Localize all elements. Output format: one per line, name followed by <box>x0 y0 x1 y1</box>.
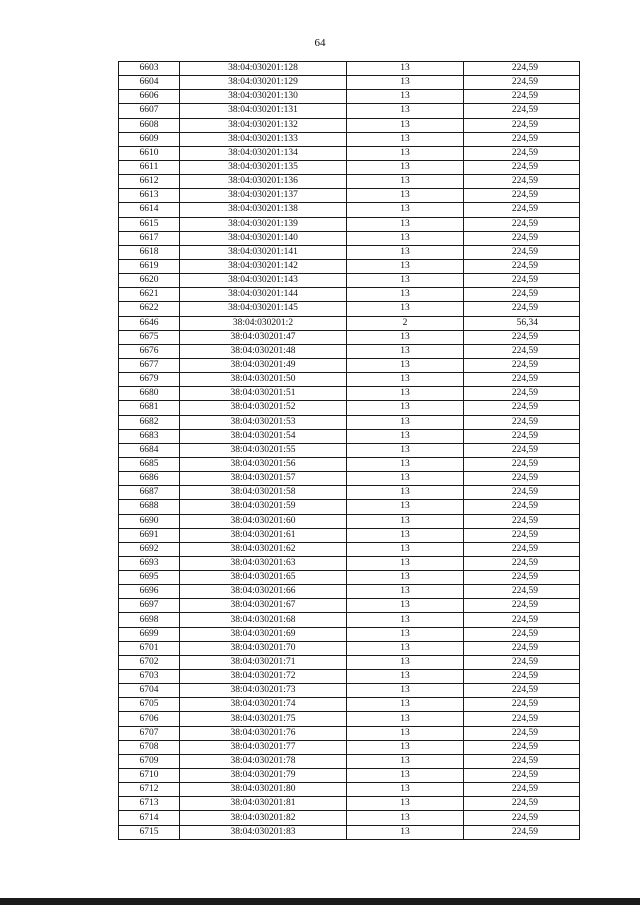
quantity-cell: 13 <box>347 599 464 613</box>
table-row <box>119 457 580 471</box>
quantity-cell: 13 <box>347 330 464 344</box>
row-number-cell: 6702 <box>119 655 180 669</box>
quantity-cell: 13 <box>347 712 464 726</box>
amount-cell: 224,59 <box>464 401 580 415</box>
quantity-cell: 13 <box>347 769 464 783</box>
amount-cell: 224,59 <box>464 769 580 783</box>
cadastral-number-cell: 38:04:030201:76 <box>180 726 347 740</box>
amount-cell: 224,59 <box>464 288 580 302</box>
quantity-cell: 13 <box>347 528 464 542</box>
row-number-cell: 6622 <box>119 302 180 316</box>
quantity-cell: 13 <box>347 62 464 76</box>
quantity-cell: 13 <box>347 288 464 302</box>
table-row <box>119 76 580 90</box>
table-row <box>119 684 580 698</box>
amount-cell: 224,59 <box>464 203 580 217</box>
row-number-cell: 6614 <box>119 203 180 217</box>
quantity-cell: 13 <box>347 415 464 429</box>
amount-cell: 224,59 <box>464 514 580 528</box>
row-number-cell: 6679 <box>119 373 180 387</box>
amount-cell: 224,59 <box>464 613 580 627</box>
row-number-cell: 6703 <box>119 670 180 684</box>
cadastral-number-cell: 38:04:030201:77 <box>180 740 347 754</box>
row-number-cell: 6604 <box>119 76 180 90</box>
table-row <box>119 556 580 570</box>
cadastral-number-cell: 38:04:030201:63 <box>180 556 347 570</box>
amount-cell: 224,59 <box>464 132 580 146</box>
row-number-cell: 6607 <box>119 104 180 118</box>
amount-cell: 224,59 <box>464 274 580 288</box>
amount-cell: 224,59 <box>464 542 580 556</box>
row-number-cell: 6714 <box>119 811 180 825</box>
quantity-cell: 13 <box>347 627 464 641</box>
amount-cell: 224,59 <box>464 811 580 825</box>
table-row <box>119 825 580 839</box>
cadastral-number-cell: 38:04:030201:51 <box>180 387 347 401</box>
quantity-cell: 13 <box>347 613 464 627</box>
row-number-cell: 6613 <box>119 189 180 203</box>
table-row <box>119 429 580 443</box>
quantity-cell: 13 <box>347 118 464 132</box>
table-row <box>119 160 580 174</box>
row-number-cell: 6706 <box>119 712 180 726</box>
quantity-cell: 13 <box>347 245 464 259</box>
table-row <box>119 104 580 118</box>
amount-cell: 224,59 <box>464 259 580 273</box>
row-number-cell: 6606 <box>119 90 180 104</box>
amount-cell: 224,59 <box>464 146 580 160</box>
row-number-cell: 6705 <box>119 698 180 712</box>
table-row <box>119 175 580 189</box>
row-number-cell: 6603 <box>119 62 180 76</box>
table-row <box>119 189 580 203</box>
cadastral-number-cell: 38:04:030201:128 <box>180 62 347 76</box>
table-row <box>119 358 580 372</box>
row-number-cell: 6610 <box>119 146 180 160</box>
cadastral-number-cell: 38:04:030201:60 <box>180 514 347 528</box>
amount-cell: 224,59 <box>464 160 580 174</box>
quantity-cell: 13 <box>347 783 464 797</box>
quantity-cell: 13 <box>347 373 464 387</box>
table-row <box>119 344 580 358</box>
cadastral-number-cell: 38:04:030201:71 <box>180 655 347 669</box>
quantity-cell: 13 <box>347 472 464 486</box>
cadastral-number-cell: 38:04:030201:82 <box>180 811 347 825</box>
row-number-cell: 6713 <box>119 797 180 811</box>
cadastral-number-cell: 38:04:030201:81 <box>180 797 347 811</box>
quantity-cell: 13 <box>347 542 464 556</box>
quantity-cell: 13 <box>347 740 464 754</box>
cadastral-number-cell: 38:04:030201:145 <box>180 302 347 316</box>
row-number-cell: 6704 <box>119 684 180 698</box>
cadastral-number-cell: 38:04:030201:133 <box>180 132 347 146</box>
table-row <box>119 740 580 754</box>
quantity-cell: 13 <box>347 641 464 655</box>
row-number-cell: 6690 <box>119 514 180 528</box>
quantity-cell: 13 <box>347 401 464 415</box>
amount-cell: 224,59 <box>464 528 580 542</box>
row-number-cell: 6687 <box>119 486 180 500</box>
cadastral-number-cell: 38:04:030201:140 <box>180 231 347 245</box>
quantity-cell: 13 <box>347 358 464 372</box>
quantity-cell: 13 <box>347 387 464 401</box>
row-number-cell: 6608 <box>119 118 180 132</box>
row-number-cell: 6691 <box>119 528 180 542</box>
amount-cell: 224,59 <box>464 655 580 669</box>
cadastral-number-cell: 38:04:030201:137 <box>180 189 347 203</box>
amount-cell: 224,59 <box>464 443 580 457</box>
quantity-cell: 13 <box>347 90 464 104</box>
amount-cell: 224,59 <box>464 599 580 613</box>
row-number-cell: 6619 <box>119 259 180 273</box>
quantity-cell: 13 <box>347 500 464 514</box>
amount-cell: 224,59 <box>464 627 580 641</box>
row-number-cell: 6715 <box>119 825 180 839</box>
cadastral-number-cell: 38:04:030201:129 <box>180 76 347 90</box>
amount-cell: 224,59 <box>464 754 580 768</box>
row-number-cell: 6712 <box>119 783 180 797</box>
table-row <box>119 443 580 457</box>
cadastral-number-cell: 38:04:030201:2 <box>180 316 347 330</box>
amount-cell: 224,59 <box>464 330 580 344</box>
row-number-cell: 6617 <box>119 231 180 245</box>
cadastral-number-cell: 38:04:030201:138 <box>180 203 347 217</box>
quantity-cell: 13 <box>347 429 464 443</box>
row-number-cell: 6695 <box>119 571 180 585</box>
table-row <box>119 670 580 684</box>
cadastral-number-cell: 38:04:030201:53 <box>180 415 347 429</box>
quantity-cell: 13 <box>347 302 464 316</box>
cadastral-number-cell: 38:04:030201:57 <box>180 472 347 486</box>
amount-cell: 224,59 <box>464 302 580 316</box>
table-row <box>119 585 580 599</box>
table-row <box>119 769 580 783</box>
row-number-cell: 6615 <box>119 217 180 231</box>
amount-cell: 224,59 <box>464 571 580 585</box>
quantity-cell: 13 <box>347 231 464 245</box>
table-row <box>119 62 580 76</box>
amount-cell: 224,59 <box>464 670 580 684</box>
table-row <box>119 797 580 811</box>
table-row <box>119 288 580 302</box>
amount-cell: 224,59 <box>464 641 580 655</box>
quantity-cell: 13 <box>347 160 464 174</box>
table-row <box>119 217 580 231</box>
amount-cell: 224,59 <box>464 500 580 514</box>
amount-cell: 224,59 <box>464 118 580 132</box>
quantity-cell: 13 <box>347 175 464 189</box>
cadastral-number-cell: 38:04:030201:139 <box>180 217 347 231</box>
amount-cell: 224,59 <box>464 740 580 754</box>
cadastral-number-cell: 38:04:030201:80 <box>180 783 347 797</box>
table-row <box>119 655 580 669</box>
cadastral-number-cell: 38:04:030201:144 <box>180 288 347 302</box>
amount-cell: 224,59 <box>464 415 580 429</box>
quantity-cell: 2 <box>347 316 464 330</box>
cadastral-number-cell: 38:04:030201:49 <box>180 358 347 372</box>
row-number-cell: 6618 <box>119 245 180 259</box>
quantity-cell: 13 <box>347 189 464 203</box>
row-number-cell: 6677 <box>119 358 180 372</box>
row-number-cell: 6680 <box>119 387 180 401</box>
row-number-cell: 6676 <box>119 344 180 358</box>
table-row <box>119 811 580 825</box>
quantity-cell: 13 <box>347 443 464 457</box>
amount-cell: 224,59 <box>464 429 580 443</box>
cadastral-number-cell: 38:04:030201:52 <box>180 401 347 415</box>
quantity-cell: 13 <box>347 797 464 811</box>
quantity-cell: 13 <box>347 203 464 217</box>
table-row <box>119 415 580 429</box>
table-row <box>119 627 580 641</box>
row-number-cell: 6681 <box>119 401 180 415</box>
cadastral-number-cell: 38:04:030201:61 <box>180 528 347 542</box>
cadastral-number-cell: 38:04:030201:62 <box>180 542 347 556</box>
table-row <box>119 486 580 500</box>
quantity-cell: 13 <box>347 259 464 273</box>
quantity-cell: 13 <box>347 104 464 118</box>
row-number-cell: 6621 <box>119 288 180 302</box>
row-number-cell: 6686 <box>119 472 180 486</box>
table-row <box>119 599 580 613</box>
cadastral-number-cell: 38:04:030201:143 <box>180 274 347 288</box>
amount-cell: 224,59 <box>464 472 580 486</box>
quantity-cell: 13 <box>347 811 464 825</box>
table-row <box>119 528 580 542</box>
cadastral-number-cell: 38:04:030201:130 <box>180 90 347 104</box>
table-row <box>119 712 580 726</box>
table-row <box>119 274 580 288</box>
row-number-cell: 6693 <box>119 556 180 570</box>
cadastral-number-cell: 38:04:030201:132 <box>180 118 347 132</box>
quantity-cell: 13 <box>347 585 464 599</box>
cadastral-number-cell: 38:04:030201:55 <box>180 443 347 457</box>
table-row <box>119 316 580 330</box>
quantity-cell: 13 <box>347 132 464 146</box>
row-number-cell: 6710 <box>119 769 180 783</box>
amount-cell: 224,59 <box>464 387 580 401</box>
cadastral-number-cell: 38:04:030201:66 <box>180 585 347 599</box>
amount-cell: 224,59 <box>464 698 580 712</box>
cadastral-number-cell: 38:04:030201:68 <box>180 613 347 627</box>
scan-bottom-edge <box>0 898 640 905</box>
cadastral-number-cell: 38:04:030201:54 <box>180 429 347 443</box>
amount-cell: 224,59 <box>464 175 580 189</box>
table-row <box>119 783 580 797</box>
row-number-cell: 6692 <box>119 542 180 556</box>
table-row <box>119 90 580 104</box>
amount-cell: 224,59 <box>464 797 580 811</box>
row-number-cell: 6688 <box>119 500 180 514</box>
amount-cell: 224,59 <box>464 726 580 740</box>
table-row <box>119 726 580 740</box>
quantity-cell: 13 <box>347 217 464 231</box>
cadastral-number-cell: 38:04:030201:48 <box>180 344 347 358</box>
row-number-cell: 6675 <box>119 330 180 344</box>
cadastral-number-cell: 38:04:030201:79 <box>180 769 347 783</box>
cadastral-number-cell: 38:04:030201:136 <box>180 175 347 189</box>
amount-cell: 224,59 <box>464 217 580 231</box>
table-row <box>119 514 580 528</box>
cadastral-number-cell: 38:04:030201:65 <box>180 571 347 585</box>
quantity-cell: 13 <box>347 344 464 358</box>
table-row <box>119 754 580 768</box>
quantity-cell: 13 <box>347 76 464 90</box>
row-number-cell: 6708 <box>119 740 180 754</box>
cadastral-number-cell: 38:04:030201:50 <box>180 373 347 387</box>
quantity-cell: 13 <box>347 698 464 712</box>
cadastral-number-cell: 38:04:030201:67 <box>180 599 347 613</box>
row-number-cell: 6696 <box>119 585 180 599</box>
table-row <box>119 302 580 316</box>
table-row <box>119 401 580 415</box>
table-row <box>119 146 580 160</box>
quantity-cell: 13 <box>347 726 464 740</box>
amount-cell: 224,59 <box>464 783 580 797</box>
amount-cell: 224,59 <box>464 712 580 726</box>
amount-cell: 224,59 <box>464 556 580 570</box>
cadastral-number-cell: 38:04:030201:69 <box>180 627 347 641</box>
amount-cell: 224,59 <box>464 373 580 387</box>
table-row <box>119 641 580 655</box>
amount-cell: 224,59 <box>464 245 580 259</box>
table-row <box>119 542 580 556</box>
amount-cell: 224,59 <box>464 825 580 839</box>
amount-cell: 224,59 <box>464 457 580 471</box>
quantity-cell: 13 <box>347 754 464 768</box>
row-number-cell: 6683 <box>119 429 180 443</box>
quantity-cell: 13 <box>347 655 464 669</box>
row-number-cell: 6697 <box>119 599 180 613</box>
amount-cell: 224,59 <box>464 684 580 698</box>
data-table <box>118 61 580 840</box>
row-number-cell: 6684 <box>119 443 180 457</box>
amount-cell: 224,59 <box>464 358 580 372</box>
amount-cell: 224,59 <box>464 344 580 358</box>
table-row <box>119 698 580 712</box>
quantity-cell: 13 <box>347 514 464 528</box>
amount-cell: 224,59 <box>464 62 580 76</box>
row-number-cell: 6698 <box>119 613 180 627</box>
cadastral-number-cell: 38:04:030201:75 <box>180 712 347 726</box>
table-row <box>119 613 580 627</box>
row-number-cell: 6701 <box>119 641 180 655</box>
table-row <box>119 245 580 259</box>
row-number-cell: 6682 <box>119 415 180 429</box>
table-row <box>119 330 580 344</box>
page-number: 64 <box>314 37 326 49</box>
cadastral-number-cell: 38:04:030201:135 <box>180 160 347 174</box>
cadastral-number-cell: 38:04:030201:142 <box>180 259 347 273</box>
table-row <box>119 387 580 401</box>
cadastral-number-cell: 38:04:030201:78 <box>180 754 347 768</box>
row-number-cell: 6685 <box>119 457 180 471</box>
table-row <box>119 571 580 585</box>
cadastral-number-cell: 38:04:030201:56 <box>180 457 347 471</box>
row-number-cell: 6611 <box>119 160 180 174</box>
table-body <box>119 62 580 840</box>
cadastral-number-cell: 38:04:030201:58 <box>180 486 347 500</box>
quantity-cell: 13 <box>347 457 464 471</box>
amount-cell: 224,59 <box>464 90 580 104</box>
row-number-cell: 6609 <box>119 132 180 146</box>
cadastral-number-cell: 38:04:030201:70 <box>180 641 347 655</box>
quantity-cell: 13 <box>347 684 464 698</box>
amount-cell: 224,59 <box>464 585 580 599</box>
row-number-cell: 6646 <box>119 316 180 330</box>
table-row <box>119 500 580 514</box>
cadastral-number-cell: 38:04:030201:72 <box>180 670 347 684</box>
quantity-cell: 13 <box>347 556 464 570</box>
cadastral-number-cell: 38:04:030201:141 <box>180 245 347 259</box>
cadastral-number-cell: 38:04:030201:59 <box>180 500 347 514</box>
table-row <box>119 203 580 217</box>
table-row <box>119 472 580 486</box>
amount-cell: 56,34 <box>464 316 580 330</box>
table-row <box>119 231 580 245</box>
quantity-cell: 13 <box>347 486 464 500</box>
table-row <box>119 373 580 387</box>
cadastral-number-cell: 38:04:030201:83 <box>180 825 347 839</box>
cadastral-number-cell: 38:04:030201:131 <box>180 104 347 118</box>
amount-cell: 224,59 <box>464 231 580 245</box>
cadastral-number-cell: 38:04:030201:47 <box>180 330 347 344</box>
quantity-cell: 13 <box>347 146 464 160</box>
table-row <box>119 132 580 146</box>
cadastral-number-cell: 38:04:030201:74 <box>180 698 347 712</box>
row-number-cell: 6620 <box>119 274 180 288</box>
cadastral-number-cell: 38:04:030201:73 <box>180 684 347 698</box>
amount-cell: 224,59 <box>464 189 580 203</box>
row-number-cell: 6612 <box>119 175 180 189</box>
quantity-cell: 13 <box>347 825 464 839</box>
row-number-cell: 6707 <box>119 726 180 740</box>
cadastral-number-cell: 38:04:030201:134 <box>180 146 347 160</box>
row-number-cell: 6699 <box>119 627 180 641</box>
quantity-cell: 13 <box>347 274 464 288</box>
row-number-cell: 6709 <box>119 754 180 768</box>
quantity-cell: 13 <box>347 571 464 585</box>
quantity-cell: 13 <box>347 670 464 684</box>
table-row <box>119 259 580 273</box>
table-row <box>119 118 580 132</box>
amount-cell: 224,59 <box>464 486 580 500</box>
amount-cell: 224,59 <box>464 76 580 90</box>
amount-cell: 224,59 <box>464 104 580 118</box>
